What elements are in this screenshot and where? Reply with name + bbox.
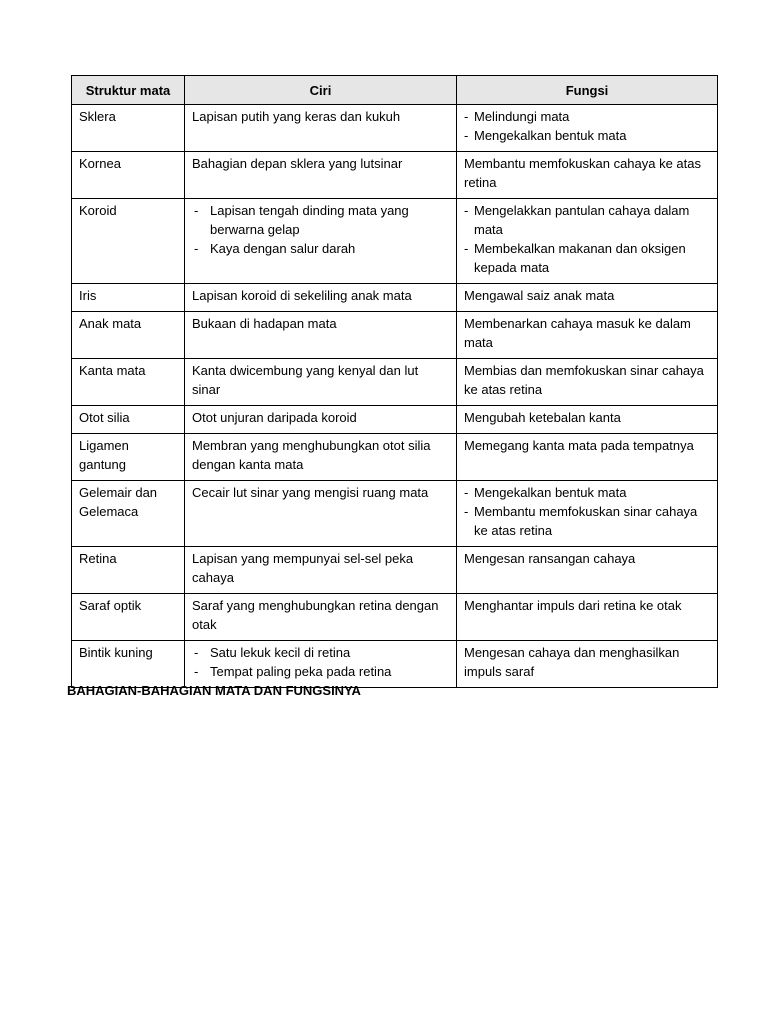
fungsi-list-item: - Mengekalkan bentuk mata	[464, 483, 710, 502]
cell-fungsi	[457, 481, 718, 547]
fungsi-text: Membenarkan cahaya masuk ke dalam mata	[464, 316, 691, 350]
ciri-list-item: - Lapisan tengah dinding mata yang berwarna gelap	[192, 201, 449, 239]
header-fungsi: Fungsi	[457, 76, 718, 105]
cell-fungsi	[457, 105, 718, 152]
ciri-list-item: - Tempat paling peka pada retina	[192, 662, 449, 681]
table-row	[72, 406, 718, 434]
header-ciri: Ciri	[185, 76, 457, 105]
cell-fungsi	[457, 547, 718, 594]
cell-ciri	[185, 359, 457, 406]
table-row	[72, 359, 718, 406]
cell-fungsi	[457, 641, 718, 688]
table-row	[72, 199, 718, 284]
cell-ciri	[185, 547, 457, 594]
cell-struktur: Ligamen gantung	[72, 434, 185, 481]
fungsi-list-item: - Melindungi mata	[464, 107, 710, 126]
cell-ciri	[185, 594, 457, 641]
ciri-text: Kanta dwicembung yang kenyal dan lut sinar	[192, 363, 419, 397]
fungsi-text: Mengawal saiz anak mata	[464, 288, 615, 303]
fungsi-text: Mengesan cahaya dan menghasilkan impuls saraf	[464, 645, 680, 679]
cell-struktur: Sklera	[72, 105, 185, 152]
header-struktur: Struktur mata	[72, 76, 185, 105]
cell-struktur: Retina	[72, 547, 185, 594]
cell-struktur: Gelemair dan Gelemaca	[72, 481, 185, 547]
cell-fungsi	[457, 152, 718, 199]
ciri-text: Bukaan di hadapan mata	[192, 316, 337, 331]
ciri-text: Lapisan koroid di sekeliling anak mata	[192, 288, 412, 303]
table-row	[72, 284, 718, 312]
ciri-text: Lapisan putih yang keras dan kukuh	[192, 109, 401, 124]
fungsi-text: Memegang kanta mata pada tempatnya	[464, 438, 694, 453]
table-row	[72, 105, 718, 152]
fungsi-list-item: - Membekalkan makanan dan oksigen kepada mata	[464, 239, 710, 277]
ciri-text: Saraf yang menghubungkan retina dengan otak	[192, 598, 439, 632]
fungsi-text: Membias dan memfokuskan sinar cahaya ke atas retina	[464, 363, 704, 397]
cell-struktur: Bintik kuning	[72, 641, 185, 688]
table-row	[72, 547, 718, 594]
cell-ciri	[185, 105, 457, 152]
table-row	[72, 481, 718, 547]
caption-title: BAHAGIAN-BAHAGIAN MATA DAN FUNGSINYA	[67, 683, 361, 698]
cell-struktur: Koroid	[72, 199, 185, 284]
fungsi-list	[464, 201, 710, 277]
ciri-text: Bahagian depan sklera yang lutsinar	[192, 156, 403, 171]
table-row	[72, 594, 718, 641]
cell-fungsi	[457, 434, 718, 481]
cell-ciri	[185, 199, 457, 284]
cell-ciri	[185, 406, 457, 434]
fungsi-list	[464, 483, 710, 540]
cell-struktur: Anak mata	[72, 312, 185, 359]
fungsi-list-item: - Mengelakkan pantulan cahaya dalam mata	[464, 201, 710, 239]
ciri-text: Otot unjuran daripada koroid	[192, 410, 357, 425]
cell-struktur: Saraf optik	[72, 594, 185, 641]
ciri-list	[192, 643, 449, 681]
cell-ciri	[185, 312, 457, 359]
cell-ciri	[185, 284, 457, 312]
ciri-list	[192, 201, 449, 258]
cell-struktur: Kornea	[72, 152, 185, 199]
cell-struktur: Otot silia	[72, 406, 185, 434]
cell-ciri	[185, 481, 457, 547]
cell-fungsi	[457, 199, 718, 284]
table-row	[72, 152, 718, 199]
cell-struktur: Kanta mata	[72, 359, 185, 406]
ciri-text: Membran yang menghubungkan otot silia dengan kanta mata	[192, 438, 431, 472]
ciri-list-item: - Satu lekuk kecil di retina	[192, 643, 449, 662]
table-row	[72, 434, 718, 481]
table-header-row	[72, 76, 718, 105]
fungsi-text: Menghantar impuls dari retina ke otak	[464, 598, 682, 613]
cell-ciri	[185, 641, 457, 688]
fungsi-text: Membantu memfokuskan cahaya ke atas retina	[464, 156, 702, 190]
cell-fungsi	[457, 359, 718, 406]
cell-fungsi	[457, 312, 718, 359]
table-body	[72, 105, 718, 688]
fungsi-text: Mengubah ketebalan kanta	[464, 410, 621, 425]
ciri-text: Cecair lut sinar yang mengisi ruang mata	[192, 485, 429, 500]
cell-struktur: Iris	[72, 284, 185, 312]
ciri-text: Lapisan yang mempunyai sel-sel peka cahaya	[192, 551, 414, 585]
fungsi-list	[464, 107, 710, 145]
cell-fungsi	[457, 594, 718, 641]
cell-fungsi	[457, 406, 718, 434]
table-row	[72, 312, 718, 359]
cell-ciri	[185, 152, 457, 199]
fungsi-list-item: - Mengekalkan bentuk mata	[464, 126, 710, 145]
ciri-list-item: - Kaya dengan salur darah	[192, 239, 449, 258]
fungsi-list-item: - Membantu memfokuskan sinar cahaya ke atas retina	[464, 502, 710, 540]
table-row	[72, 641, 718, 688]
fungsi-text: Mengesan ransangan cahaya	[464, 551, 636, 566]
cell-ciri	[185, 434, 457, 481]
eye-structure-table	[71, 75, 718, 688]
cell-fungsi	[457, 284, 718, 312]
